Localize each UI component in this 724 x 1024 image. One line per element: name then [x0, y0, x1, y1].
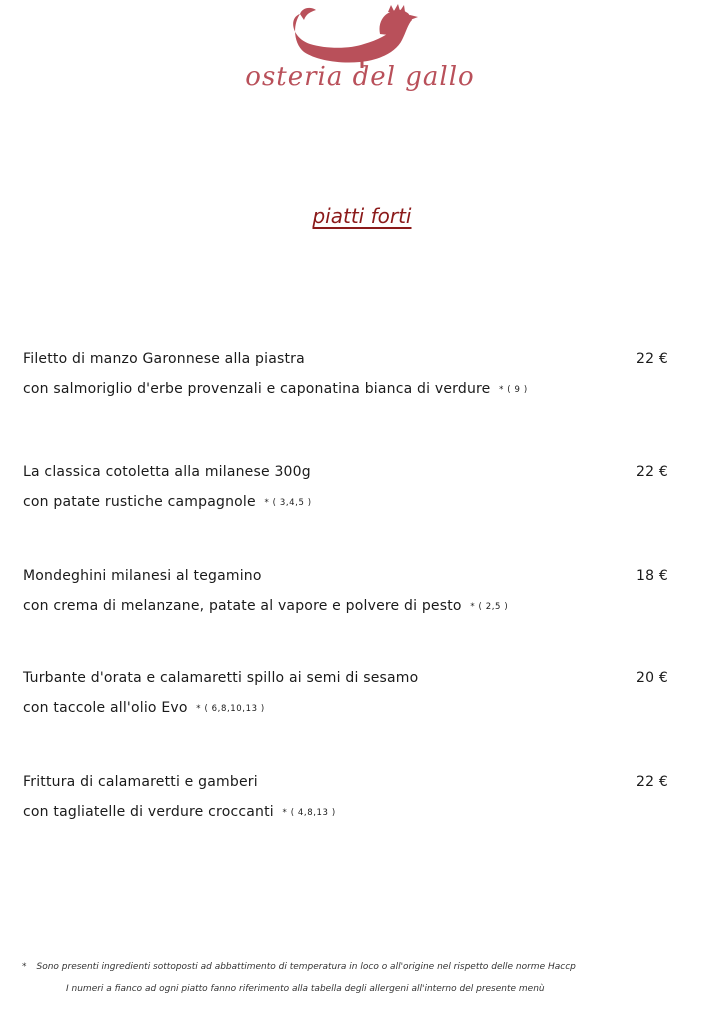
- footnote-marker: *: [22, 962, 27, 972]
- menu-item: [23, 668, 668, 718]
- dish-description: con taccole all'olio Evo: [23, 700, 188, 716]
- dish-description: con tagliatelle di verdure croccanti: [23, 804, 274, 820]
- menu-item: [23, 566, 668, 616]
- footnote: [22, 956, 702, 1000]
- menu-item: [23, 772, 668, 822]
- footnote-text-1: Sono presenti ingredienti sottoposti ad abbattimento di temperatura in loco o all'origine nel rispetto delle norme Haccp: [36, 962, 576, 972]
- restaurant-logo: [230, 0, 490, 116]
- footnote-line-2: I numeri a fianco ad ogni piatto fanno riferimento alla tabella degli allergeni all'interno del presente menù: [66, 984, 545, 994]
- dish-description: con salmoriglio d'erbe provenzali e caponatina bianca di verdure: [23, 381, 491, 397]
- dish-name: Frittura di calamaretti e gamberi: [23, 774, 258, 790]
- footnote-line-1: [22, 956, 702, 978]
- dish-allergens: * ( 4,8,13 ): [282, 808, 336, 818]
- dish-name: Filetto di manzo Garonnese alla piastra: [23, 351, 305, 367]
- dish-price: 20 €: [636, 670, 668, 686]
- dish-allergens: * ( 2,5 ): [470, 602, 509, 612]
- dish-name: Mondeghini milanesi al tegamino: [23, 568, 262, 584]
- logo-text: osteria del gallo: [245, 62, 475, 92]
- dish-allergens: * ( 3,4,5 ): [264, 498, 312, 508]
- dish-allergens: * ( 6,8,10,13 ): [196, 704, 265, 714]
- dish-price: 22 €: [636, 351, 668, 367]
- dish-name: Turbante d'orata e calamaretti spillo ai semi di sesamo: [23, 670, 419, 686]
- dish-price: 22 €: [636, 774, 668, 790]
- dish-name: La classica cotoletta alla milanese 300g: [23, 464, 311, 480]
- dish-description: con crema di melanzane, patate al vapore e polvere di pesto: [23, 598, 462, 614]
- dish-price: 18 €: [636, 568, 668, 584]
- dish-description: con patate rustiche campagnole: [23, 494, 256, 510]
- menu-item: [23, 349, 668, 399]
- dish-allergens: * ( 9 ): [499, 385, 528, 395]
- rooster-icon: [230, 0, 490, 70]
- section-title: piatti forti: [312, 204, 412, 228]
- dish-price: 22 €: [636, 464, 668, 480]
- menu-item: [23, 462, 668, 512]
